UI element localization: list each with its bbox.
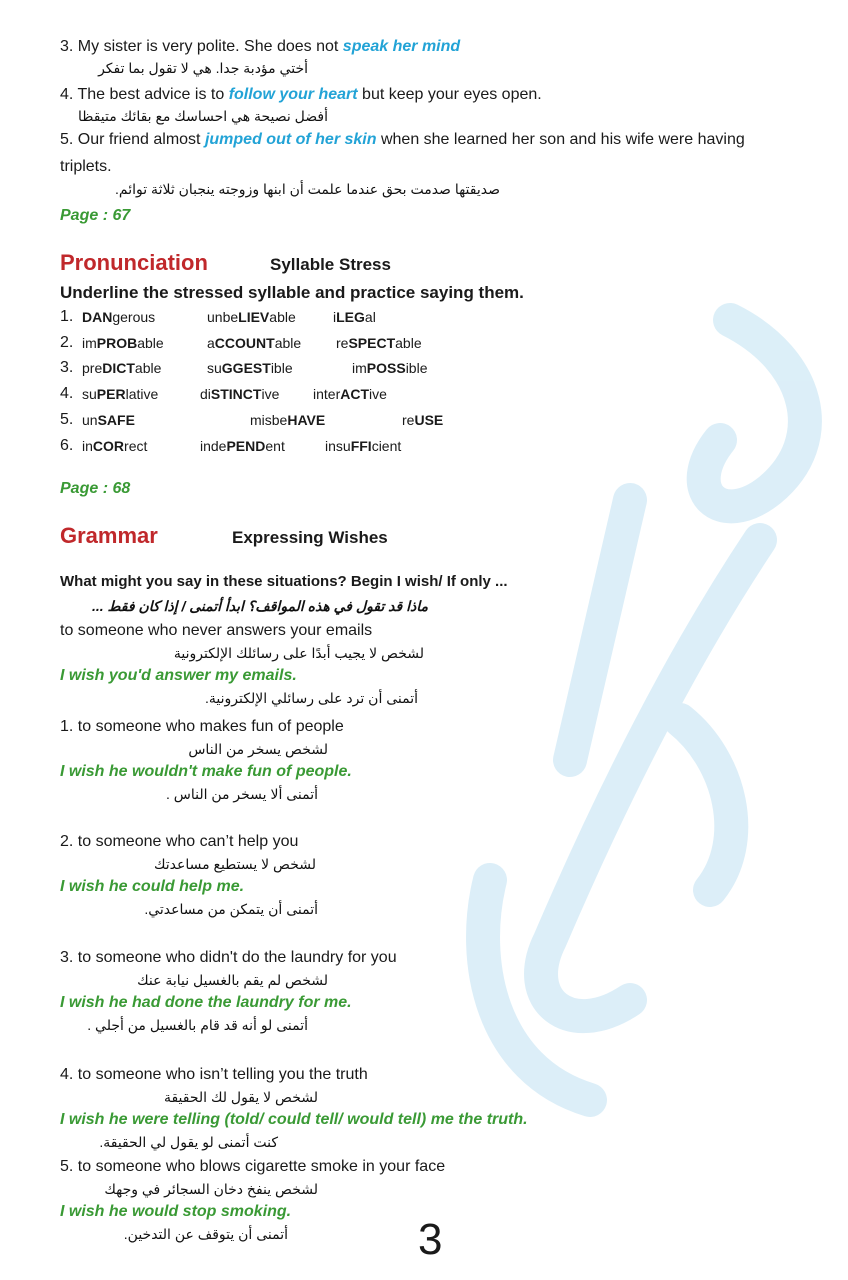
pronunciation-instruction: Underline the stressed syllable and practice saying them. bbox=[60, 283, 524, 302]
word-part: ible bbox=[405, 360, 428, 376]
page-number: 3 bbox=[418, 1215, 443, 1264]
pronunciation-subheading: Syllable Stress bbox=[270, 255, 391, 274]
stressed-syllable: CCOUNT bbox=[214, 335, 275, 351]
stressed-syllable: ACT bbox=[340, 386, 370, 402]
word-part: un bbox=[82, 412, 98, 428]
word-part: ible bbox=[270, 360, 293, 376]
grammar-instruction: What might you say in these situations? Begin I wish/ If only ... bbox=[60, 573, 508, 590]
word-part: able bbox=[269, 309, 296, 325]
word-part: a bbox=[207, 335, 215, 351]
stressed-syllable: FFI bbox=[350, 438, 372, 454]
pron-word-2 bbox=[200, 386, 279, 402]
word-part: ive bbox=[261, 386, 280, 402]
stressed-syllable: COR bbox=[92, 438, 125, 454]
word-part: able bbox=[274, 335, 302, 351]
stressed-syllable: SPECT bbox=[348, 335, 396, 351]
pron-word-3 bbox=[325, 438, 401, 454]
example-situation: to someone who never answers your emails bbox=[60, 622, 373, 639]
situation-5: 5. to someone who blows cigarette smoke in your face bbox=[60, 1158, 446, 1175]
grammar-heading: Grammar bbox=[60, 523, 158, 548]
answer-1: I wish he wouldn't make fun of people. bbox=[60, 763, 352, 780]
grammar-subheading: Expressing Wishes bbox=[232, 528, 388, 547]
situation-2: 2. to someone who can’t help you bbox=[60, 833, 299, 850]
page-ref-67: Page : 67 bbox=[60, 207, 131, 224]
situation-3-ar: لشخص لم يقم بالغسيل نيابة عنك bbox=[137, 972, 328, 988]
answer-5-ar: أتمنى أن يتوقف عن التدخين. bbox=[123, 1226, 288, 1242]
item-a-3: 3. My sister is very polite. She does not speak her mind bbox=[60, 38, 461, 55]
word-part: rect bbox=[124, 438, 148, 454]
situation-1: 1. to someone who makes fun of people bbox=[60, 718, 344, 735]
word-part: re bbox=[336, 335, 349, 351]
situation-4-ar: لشخص لا يقول لك الحقيقة bbox=[163, 1089, 318, 1105]
situation-1-ar: لشخص يسخر من الناس bbox=[188, 741, 328, 757]
item-a-4-ar: أفضل نصيحة هي احساسك مع بقائك متيقظا bbox=[77, 108, 328, 124]
pron-word-1 bbox=[82, 412, 135, 428]
pron-word-2 bbox=[207, 335, 301, 351]
word-part: ent bbox=[265, 438, 285, 454]
pron-word-3 bbox=[402, 412, 443, 428]
pron-row-number: 1. bbox=[60, 308, 74, 325]
pron-word-3 bbox=[352, 360, 427, 376]
situation-5-ar: لشخص ينفخ دخان السجائر في وجهك bbox=[104, 1181, 318, 1197]
word-part: i bbox=[333, 309, 337, 325]
item-a-3-ar: أختي مؤدبة جدا. هي لا تقول بما تفكر bbox=[98, 60, 308, 76]
word-part: inde bbox=[200, 438, 227, 454]
stressed-syllable: PEND bbox=[226, 438, 266, 454]
word-part: su bbox=[82, 386, 97, 402]
item-a-4: 4. The best advice is to follow your heart but keep your eyes open. bbox=[60, 86, 542, 103]
word-part: im bbox=[352, 360, 367, 376]
word-part: able bbox=[137, 335, 164, 351]
word-part: pre bbox=[82, 360, 103, 376]
word-part: cient bbox=[371, 438, 402, 454]
pron-word-2 bbox=[207, 309, 296, 325]
pron-row-number: 3. bbox=[60, 359, 74, 376]
answer-2: I wish he could help me. bbox=[60, 878, 245, 895]
answer-4-ar: كنت أتمنى لو يقول لي الحقيقة. bbox=[99, 1134, 278, 1150]
answer-3: I wish he had done the laundry for me. bbox=[60, 994, 352, 1011]
item-a-5-line2: triplets. bbox=[60, 158, 112, 175]
stressed-syllable: DAN bbox=[82, 309, 113, 325]
word-part: di bbox=[200, 386, 211, 402]
pron-word-3 bbox=[336, 335, 422, 351]
situation-3: 3. to someone who didn't do the laundry for you bbox=[60, 949, 397, 966]
grammar-instruction-ar: ماذا قد تقول في هذه المواقف؟ ابدأ أتمنى / إذا كان فقط ... bbox=[91, 598, 428, 614]
pron-word-1 bbox=[82, 438, 147, 454]
stressed-syllable: PROB bbox=[96, 335, 138, 351]
word-part: su bbox=[207, 360, 222, 376]
word-part: insu bbox=[325, 438, 351, 454]
word-part: gerous bbox=[112, 309, 156, 325]
example-answer-ar: أتمنى أن ترد على رسائلي الإلكترونية. bbox=[205, 690, 418, 706]
stressed-syllable: GGEST bbox=[221, 360, 271, 376]
word-part: lative bbox=[125, 386, 159, 402]
page-ref-68: Page : 68 bbox=[60, 480, 131, 497]
word-part: in bbox=[82, 438, 93, 454]
word-part: misbe bbox=[250, 412, 288, 428]
pron-word-1 bbox=[82, 309, 155, 325]
word-part: unbe bbox=[207, 309, 239, 325]
word-part: able bbox=[134, 360, 162, 376]
answer-3-ar: أتمنى لو أنه قد قام بالغسيل من أجلي . bbox=[87, 1017, 308, 1033]
pronunciation-heading: Pronunciation bbox=[60, 250, 208, 275]
stressed-syllable: LEG bbox=[336, 309, 365, 325]
word-part: im bbox=[82, 335, 97, 351]
answer-2-ar: أتمنى أن يتمكن من مساعدتي. bbox=[144, 901, 318, 917]
item-a-5-ar: صديقتها صدمت بحق عندما علمت أن ابنها وزوجته ينجبان ثلاثة توائم. bbox=[115, 181, 500, 197]
situation-4: 4. to someone who isn’t telling you the truth bbox=[60, 1066, 368, 1083]
answer-1-ar: أتمنى ألا يسخر من الناس . bbox=[165, 786, 318, 802]
pron-word-1 bbox=[82, 360, 161, 376]
stressed-syllable: LIEV bbox=[238, 309, 270, 325]
stressed-syllable: PER bbox=[96, 386, 126, 402]
stressed-syllable: POSS bbox=[366, 360, 406, 376]
answer-4: I wish he were telling (told/ could tell/ would tell) me the truth. bbox=[60, 1111, 528, 1128]
stressed-syllable: DICT bbox=[102, 360, 135, 376]
pron-row-number: 6. bbox=[60, 437, 74, 454]
pron-word-1 bbox=[82, 335, 164, 351]
stressed-syllable: STINCT bbox=[210, 386, 262, 402]
pron-word-2 bbox=[200, 438, 285, 454]
pron-row-number: 4. bbox=[60, 385, 74, 402]
watermark-logo bbox=[430, 240, 848, 1140]
example-situation-ar: لشخص لا يجيب أبدًا على رسائلك الإلكترونية bbox=[173, 645, 424, 661]
stressed-syllable: HAVE bbox=[287, 412, 326, 428]
pron-row-number: 2. bbox=[60, 334, 74, 351]
pron-word-2 bbox=[250, 412, 325, 428]
word-part: able bbox=[395, 335, 422, 351]
stressed-syllable: USE bbox=[414, 412, 444, 428]
example-answer: I wish you'd answer my emails. bbox=[60, 667, 297, 684]
item-a-5: 5. Our friend almost jumped out of her skin when she learned her son and his wife were having bbox=[60, 131, 745, 148]
pron-word-1 bbox=[82, 386, 158, 402]
pron-word-2 bbox=[207, 360, 293, 376]
word-part: inter bbox=[313, 386, 341, 402]
pron-word-3 bbox=[313, 386, 387, 402]
answer-5: I wish he would stop smoking. bbox=[60, 1203, 292, 1220]
word-part: ive bbox=[369, 386, 387, 402]
situation-2-ar: لشخص لا يستطيع مساعدتك bbox=[153, 856, 316, 872]
word-part: al bbox=[364, 309, 376, 325]
pron-row-number: 5. bbox=[60, 411, 74, 428]
word-part: re bbox=[402, 412, 415, 428]
pron-word-3 bbox=[333, 309, 376, 325]
stressed-syllable: SAFE bbox=[97, 412, 135, 428]
